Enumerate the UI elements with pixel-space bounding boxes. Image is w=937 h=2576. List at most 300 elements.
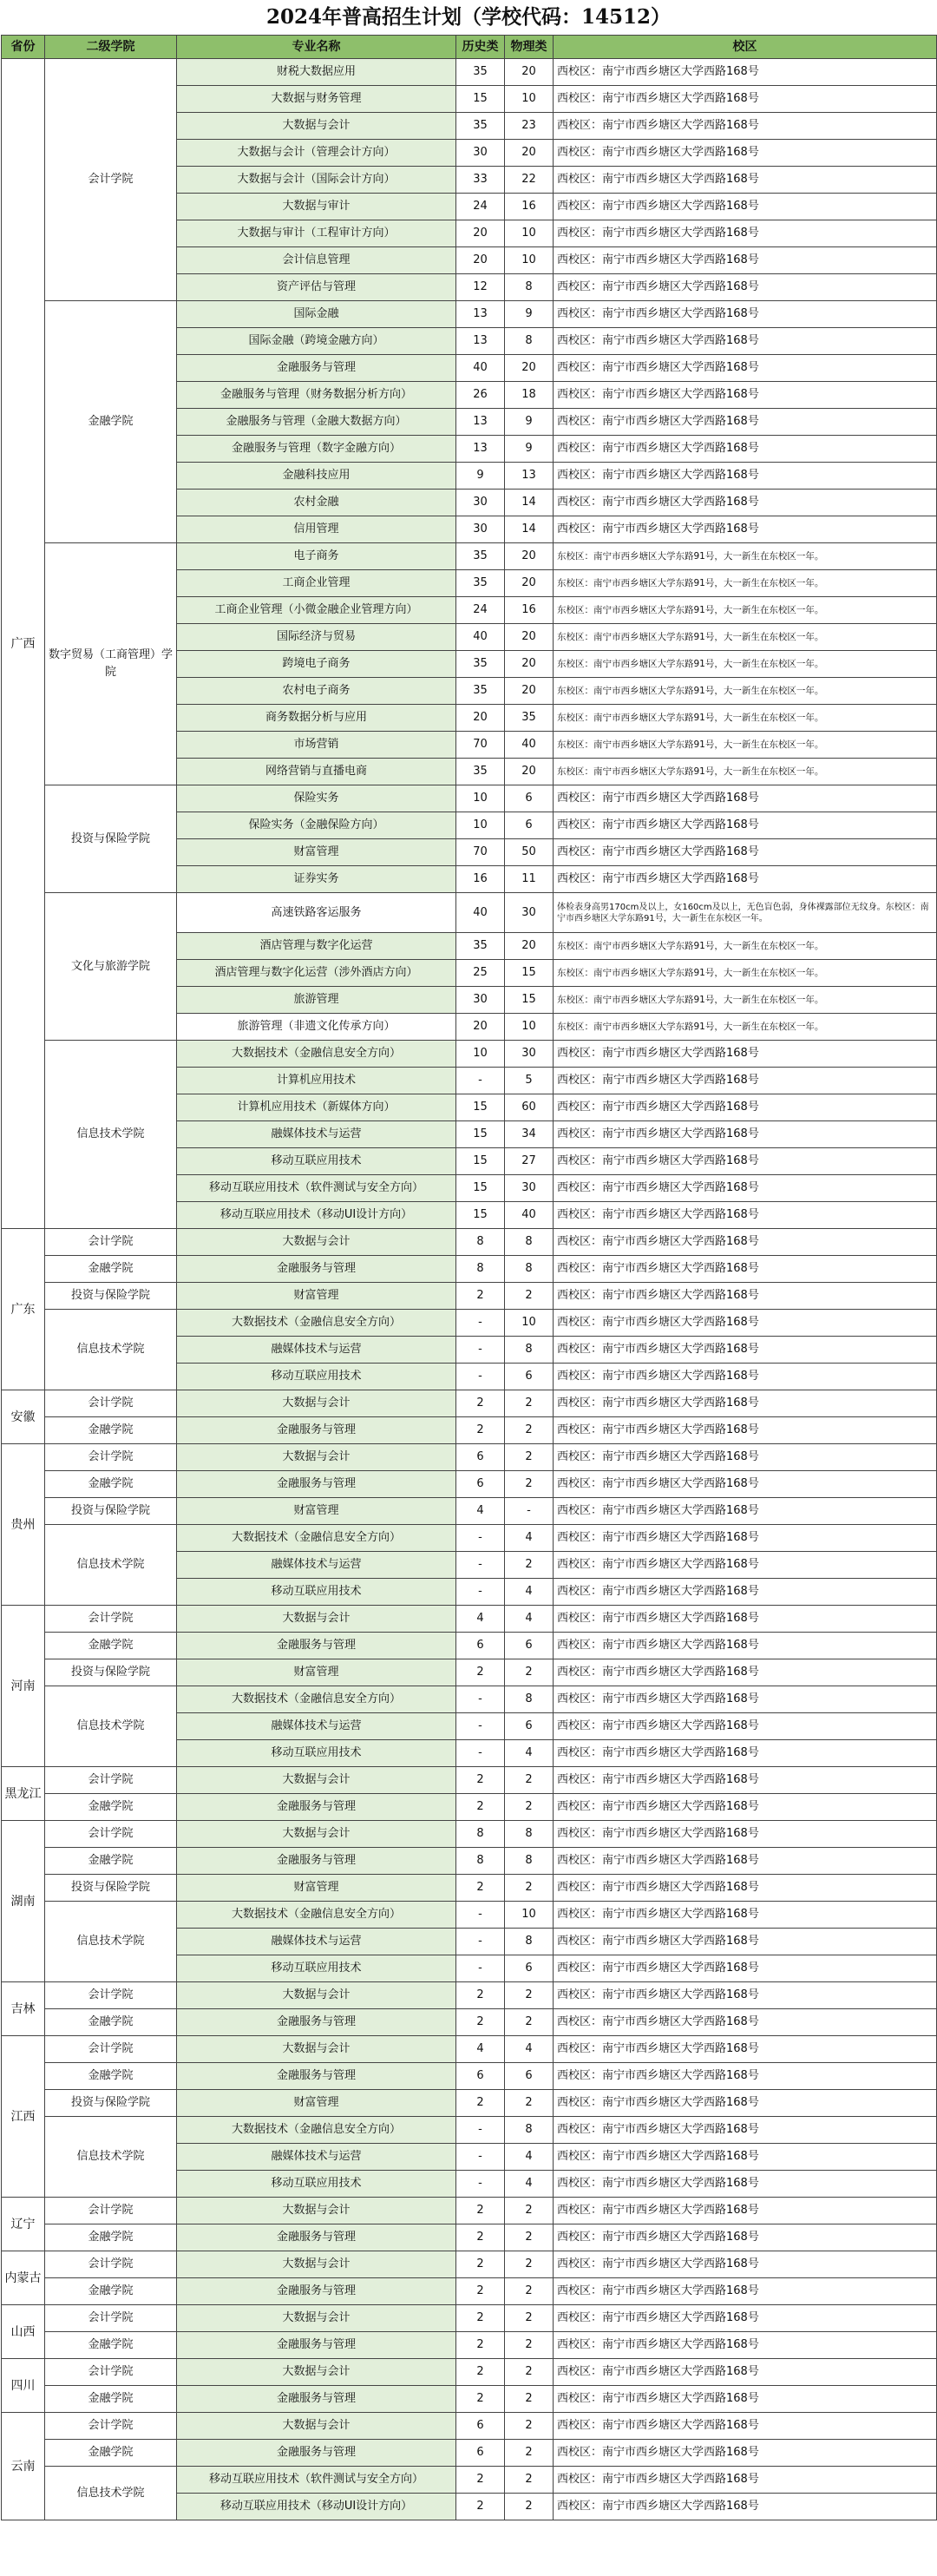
major-cell: 大数据与会计: [177, 1982, 456, 2009]
campus-cell: 西校区：南宁市西乡塘区大学西路168号: [554, 1659, 937, 1686]
major-cell: 证券实务: [177, 866, 456, 893]
history-count-cell: 2: [456, 2090, 505, 2117]
table-row: [2, 1041, 937, 1068]
table-row: [2, 2467, 937, 2494]
physics-count-cell: 30: [505, 893, 554, 933]
campus-cell: 西校区：南宁市西乡塘区大学西路168号: [554, 1364, 937, 1390]
history-count-cell: -: [456, 1740, 505, 1767]
physics-count-cell: 20: [505, 759, 554, 785]
physics-count-cell: 30: [505, 1175, 554, 1202]
major-cell: 计算机应用技术（新媒体方向）: [177, 1094, 456, 1121]
major-cell: 金融服务与管理: [177, 2009, 456, 2036]
history-count-cell: 6: [456, 2413, 505, 2440]
campus-cell: 东校区：南宁市西乡塘区大学东路91号，大一新生在东校区一年。: [554, 705, 937, 732]
history-count-cell: 16: [456, 866, 505, 893]
major-cell: 金融服务与管理: [177, 1794, 456, 1821]
history-count-cell: -: [456, 1364, 505, 1390]
province-cell: 黑龙江: [2, 1767, 45, 1821]
major-cell: 大数据与审计: [177, 194, 456, 220]
history-count-cell: 20: [456, 1014, 505, 1041]
history-count-cell: 8: [456, 1848, 505, 1875]
history-count-cell: 4: [456, 1498, 505, 1525]
campus-cell: 西校区：南宁市西乡塘区大学西路168号: [554, 1310, 937, 1337]
major-cell: 信用管理: [177, 516, 456, 543]
history-count-cell: 40: [456, 893, 505, 933]
major-cell: 金融服务与管理: [177, 355, 456, 382]
physics-count-cell: 2: [505, 2198, 554, 2224]
table-row: [2, 1390, 937, 1417]
campus-cell: 西校区：南宁市西乡塘区大学西路168号: [554, 1633, 937, 1659]
college-cell: 会计学院: [45, 1821, 177, 1848]
history-count-cell: 24: [456, 597, 505, 624]
campus-cell: 西校区：南宁市西乡塘区大学西路168号: [554, 785, 937, 812]
physics-count-cell: 20: [505, 140, 554, 167]
major-cell: 大数据技术（金融信息安全方向）: [177, 1041, 456, 1068]
table-row: [2, 2009, 937, 2036]
campus-cell: 西校区：南宁市西乡塘区大学西路168号: [554, 1767, 937, 1794]
history-count-cell: 15: [456, 1202, 505, 1229]
table-row: [2, 2224, 937, 2251]
province-cell: 河南: [2, 1606, 45, 1767]
major-cell: 大数据与会计: [177, 1229, 456, 1256]
major-cell: 移动互联应用技术（软件测试与安全方向）: [177, 1175, 456, 1202]
college-cell: 投资与保险学院: [45, 1875, 177, 1902]
history-count-cell: -: [456, 1068, 505, 1094]
table-row: [2, 2413, 937, 2440]
campus-cell: 西校区：南宁市西乡塘区大学西路168号: [554, 1686, 937, 1713]
table-row: [2, 1875, 937, 1902]
history-count-cell: -: [456, 2171, 505, 2198]
header-row: [2, 36, 937, 59]
physics-count-cell: 6: [505, 812, 554, 839]
college-cell: 金融学院: [45, 2386, 177, 2413]
major-cell: 网络营销与直播电商: [177, 759, 456, 785]
province-cell: 安徽: [2, 1390, 45, 1444]
college-cell: 金融学院: [45, 2440, 177, 2467]
history-count-cell: 15: [456, 1121, 505, 1148]
campus-cell: 西校区：南宁市西乡塘区大学西路168号: [554, 866, 937, 893]
province-cell: 吉林: [2, 1982, 45, 2036]
college-cell: 金融学院: [45, 1471, 177, 1498]
physics-count-cell: 2: [505, 2467, 554, 2494]
campus-cell: 西校区：南宁市西乡塘区大学西路168号: [554, 220, 937, 247]
table-row: [2, 2332, 937, 2359]
major-cell: 大数据与会计: [177, 1444, 456, 1471]
history-count-cell: 25: [456, 960, 505, 987]
table-row: [2, 2198, 937, 2224]
campus-cell: 西校区：南宁市西乡塘区大学西路168号: [554, 2063, 937, 2090]
history-count-cell: 20: [456, 220, 505, 247]
physics-count-cell: 2: [505, 1390, 554, 1417]
campus-cell: 东校区：南宁市西乡塘区大学东路91号，大一新生在东校区一年。: [554, 960, 937, 987]
major-cell: 财富管理: [177, 1875, 456, 1902]
college-cell: 投资与保险学院: [45, 1659, 177, 1686]
campus-cell: 西校区：南宁市西乡塘区大学西路168号: [554, 2036, 937, 2063]
table-row: [2, 2036, 937, 2063]
physics-count-cell: 6: [505, 1713, 554, 1740]
campus-cell: 西校区：南宁市西乡塘区大学西路168号: [554, 516, 937, 543]
history-count-cell: 2: [456, 1659, 505, 1686]
college-cell: 投资与保险学院: [45, 1498, 177, 1525]
physics-count-cell: 2: [505, 1875, 554, 1902]
campus-cell: 西校区：南宁市西乡塘区大学西路168号: [554, 2224, 937, 2251]
province-cell: 江西: [2, 2036, 45, 2198]
campus-cell: 西校区：南宁市西乡塘区大学西路168号: [554, 328, 937, 355]
major-cell: 工商企业管理（小微金融企业管理方向）: [177, 597, 456, 624]
campus-cell: 西校区：南宁市西乡塘区大学西路168号: [554, 2144, 937, 2171]
college-cell: 信息技术学院: [45, 2117, 177, 2198]
history-count-cell: 9: [456, 463, 505, 490]
campus-cell: 西校区：南宁市西乡塘区大学西路168号: [554, 1444, 937, 1471]
history-count-cell: 30: [456, 140, 505, 167]
campus-cell: 西校区：南宁市西乡塘区大学西路168号: [554, 1121, 937, 1148]
major-cell: 财富管理: [177, 839, 456, 866]
province-cell: 贵州: [2, 1444, 45, 1606]
physics-count-cell: 9: [505, 301, 554, 328]
physics-count-cell: 2: [505, 1283, 554, 1310]
history-count-cell: 8: [456, 1229, 505, 1256]
major-cell: 金融服务与管理（数字金融方向）: [177, 436, 456, 463]
college-cell: 金融学院: [45, 2224, 177, 2251]
table-row: [2, 2305, 937, 2332]
table-row: [2, 1471, 937, 1498]
campus-cell: 西校区：南宁市西乡塘区大学西路168号: [554, 2467, 937, 2494]
campus-cell: 西校区：南宁市西乡塘区大学西路168号: [554, 1955, 937, 1982]
page-title: 2024年普高招生计划（学校代码：14512）: [265, 5, 672, 29]
college-cell: 会计学院: [45, 1767, 177, 1794]
physics-count-cell: 20: [505, 59, 554, 86]
campus-cell: 西校区：南宁市西乡塘区大学西路168号: [554, 2198, 937, 2224]
table-row: [2, 1310, 937, 1337]
college-cell: 投资与保险学院: [45, 785, 177, 893]
physics-count-cell: 5: [505, 1068, 554, 1094]
campus-cell: 西校区：南宁市西乡塘区大学西路168号: [554, 839, 937, 866]
history-count-cell: 35: [456, 570, 505, 597]
physics-count-cell: 4: [505, 2144, 554, 2171]
table-row: [2, 2063, 937, 2090]
physics-count-cell: 2: [505, 1471, 554, 1498]
history-count-cell: 2: [456, 1390, 505, 1417]
major-cell: 计算机应用技术: [177, 1068, 456, 1094]
campus-cell: 西校区：南宁市西乡塘区大学西路168号: [554, 463, 937, 490]
campus-cell: 西校区：南宁市西乡塘区大学西路168号: [554, 1552, 937, 1579]
table-row: [2, 893, 937, 933]
college-cell: 会计学院: [45, 2251, 177, 2278]
physics-count-cell: 4: [505, 2171, 554, 2198]
major-cell: 融媒体技术与运营: [177, 1121, 456, 1148]
college-cell: 投资与保险学院: [45, 1283, 177, 1310]
table-row: [2, 785, 937, 812]
major-cell: 农村金融: [177, 490, 456, 516]
history-count-cell: 15: [456, 1094, 505, 1121]
major-cell: 大数据与审计（工程审计方向）: [177, 220, 456, 247]
campus-cell: 西校区：南宁市西乡塘区大学西路168号: [554, 1794, 937, 1821]
campus-cell: 西校区：南宁市西乡塘区大学西路168号: [554, 2305, 937, 2332]
major-cell: 大数据技术（金融信息安全方向）: [177, 1310, 456, 1337]
province-cell: 内蒙古: [2, 2251, 45, 2305]
table-row: [2, 1794, 937, 1821]
major-cell: 金融服务与管理: [177, 2440, 456, 2467]
physics-count-cell: 2: [505, 2494, 554, 2520]
campus-cell: 西校区：南宁市西乡塘区大学西路168号: [554, 1390, 937, 1417]
campus-cell: 西校区：南宁市西乡塘区大学西路168号: [554, 1498, 937, 1525]
table-row: [2, 2251, 937, 2278]
province-cell: 山西: [2, 2305, 45, 2359]
physics-count-cell: 2: [505, 2305, 554, 2332]
province-cell: 云南: [2, 2413, 45, 2520]
campus-cell: 西校区：南宁市西乡塘区大学西路168号: [554, 86, 937, 113]
campus-cell: 西校区：南宁市西乡塘区大学西路168号: [554, 2171, 937, 2198]
history-count-cell: 26: [456, 382, 505, 409]
physics-count-cell: 8: [505, 1929, 554, 1955]
history-count-cell: -: [456, 1337, 505, 1364]
history-count-cell: 2: [456, 2009, 505, 2036]
major-cell: 金融服务与管理: [177, 2332, 456, 2359]
physics-count-cell: 2: [505, 2278, 554, 2305]
physics-count-cell: 10: [505, 1310, 554, 1337]
table-row: [2, 1659, 937, 1686]
campus-cell: 西校区：南宁市西乡塘区大学西路168号: [554, 274, 937, 301]
campus-cell: 西校区：南宁市西乡塘区大学西路168号: [554, 113, 937, 140]
table-row: [2, 1606, 937, 1633]
campus-cell: 西校区：南宁市西乡塘区大学西路168号: [554, 2494, 937, 2520]
campus-cell: 西校区：南宁市西乡塘区大学西路168号: [554, 301, 937, 328]
campus-cell: 西校区：南宁市西乡塘区大学西路168号: [554, 1821, 937, 1848]
history-count-cell: 70: [456, 732, 505, 759]
campus-cell: 西校区：南宁市西乡塘区大学西路168号: [554, 194, 937, 220]
table-row: [2, 2386, 937, 2413]
major-cell: 金融服务与管理: [177, 1848, 456, 1875]
table-row: [2, 1229, 937, 1256]
major-cell: 财富管理: [177, 1283, 456, 1310]
college-cell: 金融学院: [45, 2063, 177, 2090]
history-count-cell: 8: [456, 1821, 505, 1848]
physics-count-cell: 8: [505, 1337, 554, 1364]
physics-count-cell: 2: [505, 1659, 554, 1686]
major-cell: 财税大数据应用: [177, 59, 456, 86]
campus-cell: 西校区：南宁市西乡塘区大学西路168号: [554, 247, 937, 274]
history-count-cell: 6: [456, 2440, 505, 2467]
major-cell: 大数据技术（金融信息安全方向）: [177, 1525, 456, 1552]
college-cell: 会计学院: [45, 2413, 177, 2440]
table-row: [2, 1498, 937, 1525]
college-cell: 金融学院: [45, 1633, 177, 1659]
campus-cell: 西校区：南宁市西乡塘区大学西路168号: [554, 2413, 937, 2440]
campus-cell: 西校区：南宁市西乡塘区大学西路168号: [554, 2332, 937, 2359]
campus-cell: 西校区：南宁市西乡塘区大学西路168号: [554, 1471, 937, 1498]
major-cell: 工商企业管理: [177, 570, 456, 597]
table-row: [2, 1283, 937, 1310]
history-count-cell: 35: [456, 678, 505, 705]
enrollment-table: [1, 35, 937, 2520]
campus-cell: 西校区：南宁市西乡塘区大学西路168号: [554, 1848, 937, 1875]
history-count-cell: 33: [456, 167, 505, 194]
physics-count-cell: 4: [505, 1740, 554, 1767]
campus-cell: 西校区：南宁市西乡塘区大学西路168号: [554, 140, 937, 167]
major-cell: 金融服务与管理: [177, 2063, 456, 2090]
physics-count-cell: 4: [505, 1579, 554, 1606]
physics-count-cell: 14: [505, 490, 554, 516]
major-cell: 金融服务与管理: [177, 1471, 456, 1498]
physics-count-cell: 2: [505, 2009, 554, 2036]
physics-count-cell: 20: [505, 543, 554, 570]
major-cell: 大数据与会计: [177, 1767, 456, 1794]
campus-cell: 东校区：南宁市西乡塘区大学东路91号，大一新生在东校区一年。: [554, 759, 937, 785]
table-row: [2, 1902, 937, 1929]
table-row: [2, 1417, 937, 1444]
history-count-cell: 2: [456, 2224, 505, 2251]
history-count-cell: -: [456, 1525, 505, 1552]
physics-count-cell: 20: [505, 570, 554, 597]
campus-cell: 西校区：南宁市西乡塘区大学西路168号: [554, 1175, 937, 1202]
table-row: [2, 2359, 937, 2386]
history-count-cell: 10: [456, 1041, 505, 1068]
physics-count-cell: 2: [505, 1417, 554, 1444]
physics-count-cell: 10: [505, 86, 554, 113]
physics-count-cell: 20: [505, 624, 554, 651]
physics-count-cell: 40: [505, 732, 554, 759]
physics-count-cell: 6: [505, 1633, 554, 1659]
major-cell: 大数据与会计: [177, 2036, 456, 2063]
history-count-cell: 10: [456, 785, 505, 812]
history-count-cell: 35: [456, 759, 505, 785]
college-cell: 会计学院: [45, 2305, 177, 2332]
major-cell: 旅游管理: [177, 987, 456, 1014]
history-count-cell: -: [456, 1929, 505, 1955]
history-count-cell: -: [456, 1579, 505, 1606]
physics-count-cell: -: [505, 1498, 554, 1525]
campus-cell: 西校区：南宁市西乡塘区大学西路168号: [554, 1256, 937, 1283]
history-count-cell: 20: [456, 705, 505, 732]
table-row: [2, 1525, 937, 1552]
history-count-cell: 13: [456, 436, 505, 463]
major-cell: 电子商务: [177, 543, 456, 570]
header-province: 省份: [2, 36, 45, 59]
table-row: [2, 1686, 937, 1713]
major-cell: 大数据技术（金融信息安全方向）: [177, 1686, 456, 1713]
table-row: [2, 543, 937, 570]
major-cell: 高速铁路客运服务: [177, 893, 456, 933]
history-count-cell: 6: [456, 1471, 505, 1498]
college-cell: 投资与保险学院: [45, 2090, 177, 2117]
history-count-cell: 2: [456, 2386, 505, 2413]
college-cell: 信息技术学院: [45, 2467, 177, 2520]
college-cell: 信息技术学院: [45, 1525, 177, 1606]
campus-cell: 西校区：南宁市西乡塘区大学西路168号: [554, 1068, 937, 1094]
major-cell: 会计信息管理: [177, 247, 456, 274]
table-row: [2, 1982, 937, 2009]
history-count-cell: -: [456, 1902, 505, 1929]
history-count-cell: 70: [456, 839, 505, 866]
physics-count-cell: 50: [505, 839, 554, 866]
campus-cell: 西校区：南宁市西乡塘区大学西路168号: [554, 2251, 937, 2278]
college-cell: 信息技术学院: [45, 1902, 177, 1982]
physics-count-cell: 20: [505, 933, 554, 960]
college-cell: 会计学院: [45, 1606, 177, 1633]
major-cell: 移动互联应用技术（软件测试与安全方向）: [177, 2467, 456, 2494]
header-campus: 校区: [554, 36, 937, 59]
campus-cell: 西校区：南宁市西乡塘区大学西路168号: [554, 812, 937, 839]
major-cell: 融媒体技术与运营: [177, 1552, 456, 1579]
physics-count-cell: 22: [505, 167, 554, 194]
campus-cell: 西校区：南宁市西乡塘区大学西路168号: [554, 59, 937, 86]
physics-count-cell: 2: [505, 1982, 554, 2009]
physics-count-cell: 15: [505, 960, 554, 987]
campus-cell: 西校区：南宁市西乡塘区大学西路168号: [554, 1929, 937, 1955]
college-cell: 金融学院: [45, 1848, 177, 1875]
campus-cell: 西校区：南宁市西乡塘区大学西路168号: [554, 1041, 937, 1068]
major-cell: 保险实务: [177, 785, 456, 812]
major-cell: 金融服务与管理: [177, 1256, 456, 1283]
province-cell: 湖南: [2, 1821, 45, 1982]
physics-count-cell: 10: [505, 220, 554, 247]
major-cell: 市场营销: [177, 732, 456, 759]
college-cell: 会计学院: [45, 1229, 177, 1256]
college-cell: 信息技术学院: [45, 1310, 177, 1390]
history-count-cell: 2: [456, 2332, 505, 2359]
history-count-cell: 2: [456, 1875, 505, 1902]
physics-count-cell: 6: [505, 2063, 554, 2090]
college-cell: 金融学院: [45, 1417, 177, 1444]
table-row: [2, 2440, 937, 2467]
table-row: [2, 1821, 937, 1848]
major-cell: 国际经济与贸易: [177, 624, 456, 651]
physics-count-cell: 14: [505, 516, 554, 543]
physics-count-cell: 11: [505, 866, 554, 893]
college-cell: 会计学院: [45, 2359, 177, 2386]
history-count-cell: -: [456, 1310, 505, 1337]
physics-count-cell: 2: [505, 1444, 554, 1471]
history-count-cell: 35: [456, 113, 505, 140]
history-count-cell: 4: [456, 1606, 505, 1633]
physics-count-cell: 34: [505, 1121, 554, 1148]
physics-count-cell: 16: [505, 597, 554, 624]
table-row: [2, 1848, 937, 1875]
history-count-cell: 2: [456, 2494, 505, 2520]
campus-cell: 东校区：南宁市西乡塘区大学东路91号，大一新生在东校区一年。: [554, 732, 937, 759]
history-count-cell: 10: [456, 812, 505, 839]
physics-count-cell: 27: [505, 1148, 554, 1175]
campus-cell: 西校区：南宁市西乡塘区大学西路168号: [554, 355, 937, 382]
major-cell: 金融服务与管理（金融大数据方向）: [177, 409, 456, 436]
physics-count-cell: 60: [505, 1094, 554, 1121]
history-count-cell: 30: [456, 490, 505, 516]
campus-cell: 西校区：南宁市西乡塘区大学西路168号: [554, 382, 937, 409]
major-cell: 大数据与会计: [177, 1390, 456, 1417]
province-cell: 广东: [2, 1229, 45, 1390]
history-count-cell: 35: [456, 59, 505, 86]
table-row: [2, 1256, 937, 1283]
major-cell: 金融服务与管理: [177, 1633, 456, 1659]
physics-count-cell: 2: [505, 1794, 554, 1821]
campus-cell: 西校区：南宁市西乡塘区大学西路168号: [554, 1417, 937, 1444]
major-cell: 大数据与会计: [177, 2413, 456, 2440]
college-cell: 数字贸易（工商管理）学院: [45, 543, 177, 785]
physics-count-cell: 10: [505, 1014, 554, 1041]
major-cell: 移动互联应用技术（移动UI设计方向）: [177, 1202, 456, 1229]
major-cell: 大数据技术（金融信息安全方向）: [177, 1902, 456, 1929]
table-row: [2, 1767, 937, 1794]
history-count-cell: 2: [456, 2251, 505, 2278]
campus-cell: 西校区：南宁市西乡塘区大学西路168号: [554, 1606, 937, 1633]
physics-count-cell: 30: [505, 1041, 554, 1068]
table-row: [2, 59, 937, 86]
header-college: 二级学院: [45, 36, 177, 59]
major-cell: 保险实务（金融保险方向）: [177, 812, 456, 839]
history-count-cell: 2: [456, 2467, 505, 2494]
major-cell: 大数据与会计: [177, 113, 456, 140]
major-cell: 大数据与会计: [177, 2359, 456, 2386]
